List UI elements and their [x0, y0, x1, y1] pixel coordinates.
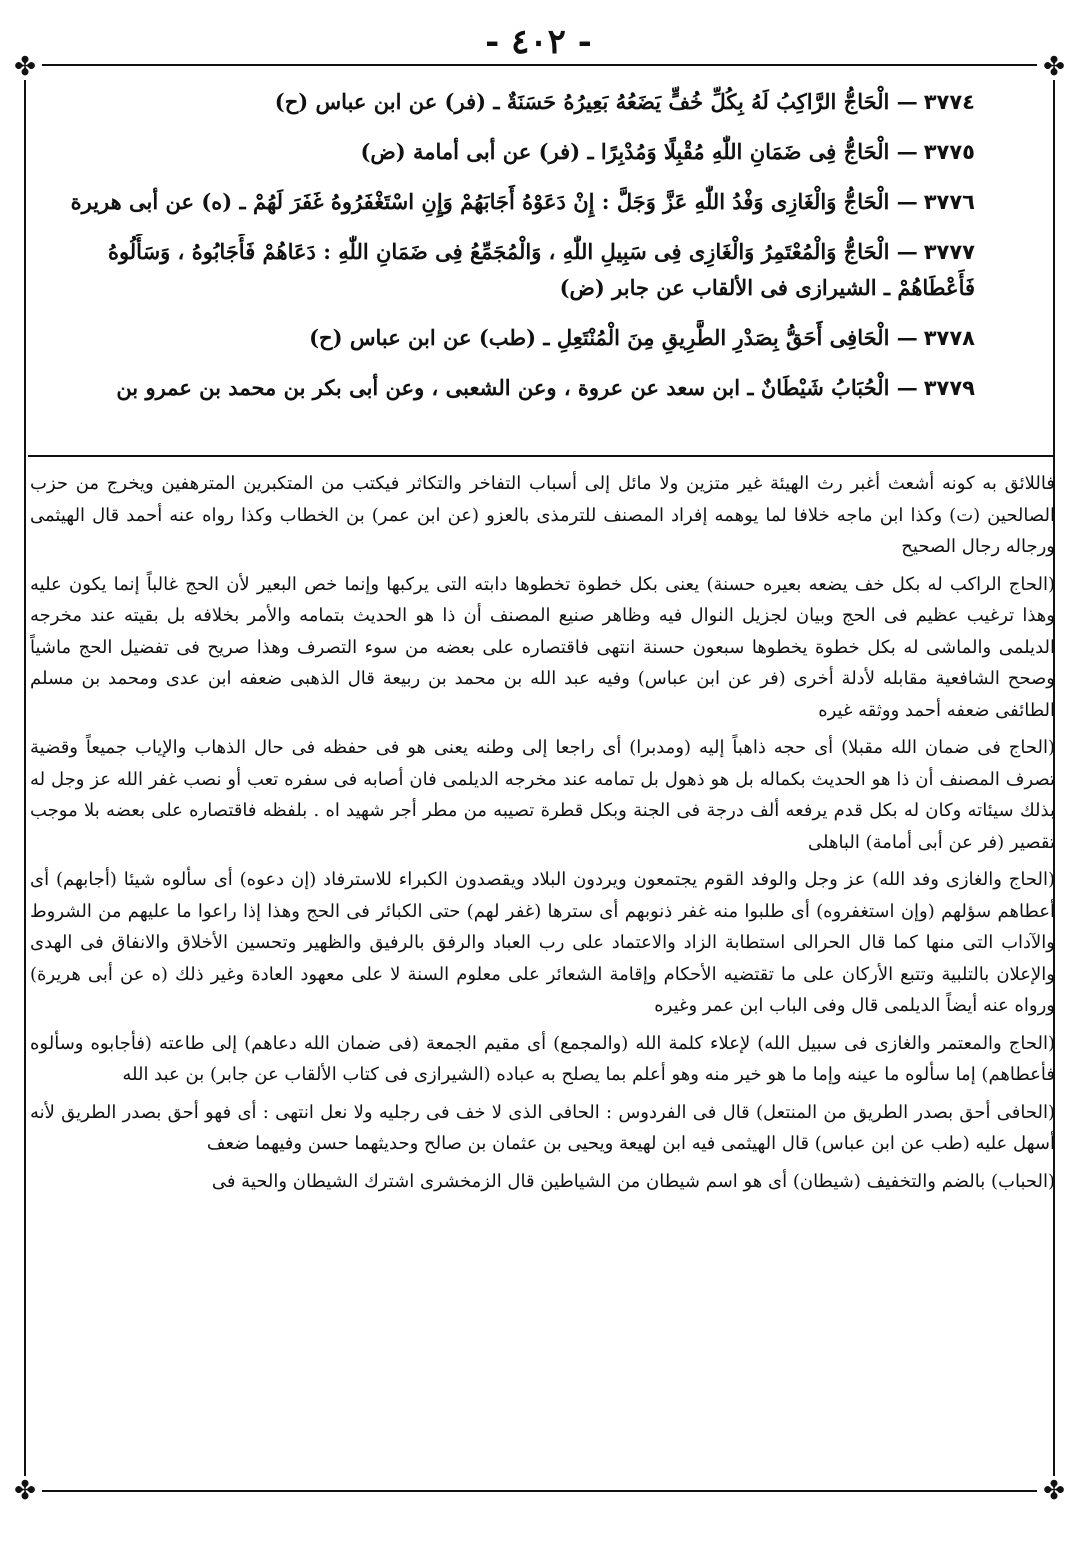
- hadith-text: — الْحَاجُّ وَالْغَازِى وَفْدُ اللّٰهِ عَزَّ وَجَلَّ : إِنْ دَعَوْهُ أَجَابَهُمْ وَإِنِ اسْتَغْفَرُوهُ غَفَرَ لَهُمْ ـ (ه) عن أبى هريرة: [70, 189, 918, 214]
- hadith-text: — الْحَاجُّ فِى ضَمَانِ اللّٰهِ مُقْبِلًا وَمُدْبِرًا ـ (فر) عن أبى أمامة (ض): [360, 139, 918, 164]
- commentary-paragraph: (الحباب) بالضم والتخفيف (شيطان) أى هو اسم شيطان من الشياطين قال الزمخشرى اشترك الشيطان والحية فى: [211, 1170, 1055, 1192]
- hadith-item: [28, 234, 975, 306]
- ornament-bottom-right-icon: ✤: [1043, 1476, 1065, 1506]
- hadith-item: [28, 184, 975, 220]
- hadith-item: [28, 320, 975, 356]
- hadith-number: ٣٧٧٨: [923, 326, 975, 350]
- hadith-text: — الْحُبَابُ شَيْطَانٌ ـ ابن سعد عن عروة ، وعن الشعبى ، وعن أبى بكر بن محمد بن عمرو بن: [116, 375, 918, 400]
- hadith-text: — الْحَاجُّ وَالْمُعْتَمِرُ وَالْغَازِى فِى سَبِيلِ اللّٰهِ ، وَالْمُجَمِّعُ فِى ضَمَانِ اللّٰهِ : دَعَاهُمْ فَأَجَابُوهُ ، وَسَأَلُوهُ فَأَعْطَاهُمْ ـ الشيرازى فى الألقاب عن جابر (ض): [107, 239, 975, 300]
- hadith-number: ٣٧٧٦: [923, 190, 975, 214]
- section-separator: [28, 455, 1055, 457]
- hadith-item: [28, 84, 975, 120]
- frame-left-line: [24, 80, 26, 1476]
- frame-bottom-line: [42, 1490, 1037, 1492]
- hadith-number: ٣٧٧٧: [923, 240, 975, 264]
- commentary-paragraph: (الحاج فى ضمان الله مقبلا) أى حجه ذاهباً إليه (ومدبرا) أى راجعا إلى وطنه يعنى هو فى حفظه فى حال الذهاب والإياب جميعاً وقضية تصرف المصنف أن ذا هو الحديث بكماله بل هو ذهول بل تمامه عند مخرجه الديلمى فان أصابه فى سفره تعب أو نصب غفر الله عز وجل له بذلك سيئاته وكان له بكل قدم يرفعه ألف درجة فى الجنة وبكل قطرة تصيبه من مطر أجر شهيد اه . بلفظه فاقتصاره على بعضه بلا موجب تقصير (فر عن أبى أمامة) الباهلى: [30, 737, 1055, 853]
- hadith-item: [28, 134, 975, 170]
- commentary-paragraph: فاللائق به كونه أشعث أغبر رث الهيئة غير متزين ولا مائل إلى أسباب التفاخر والتكاثر فيكتب من المتكبرين المترهفين ويخرج من حزب الصالحين (ت) وكذا ابن ماجه خلافا لما يوهمه إفراد المصنف للترمذى بالعزو (عن ابن عمر) بن الخطاب وكذا رواه عنه أحمد قال الهيثمى ورجاله رجال الصحيح: [30, 473, 1055, 557]
- ornament-top-right-icon: ✤: [1043, 52, 1065, 82]
- commentary-paragraph: (الحاج والمعتمر والغازى فى سبيل الله) لإعلاء كلمة الله (والمجمع) أى مقيم الجمعة (فى ضمان الله دعاهم) إلى طاعته (فأجابوه وسألوه فأعطاهم) إما سألوه ما عينه وإما ما هو خير منه وهو أعلم بما يصلح به عباده (الشيرازى فى كتاب الألقاب عن جابر) بن عبد الله: [30, 1032, 1055, 1085]
- commentary-section: [30, 468, 1055, 1203]
- hadith-number: ٣٧٧٤: [923, 90, 975, 114]
- ornament-top-left-icon: ✤: [14, 52, 36, 82]
- frame-top-line: [42, 64, 1037, 66]
- commentary-paragraph: (الحافى أحق بصدر الطريق من المنتعل) قال فى الفردوس : الحافى الذى لا خف فى رجليه ولا نعل انتهى : أى فهو أحق بصدر الطريق لأنه أسهل عليه (طب عن ابن عباس) قال الهيثمى فيه ابن لهيعة ويحيى بن عثمان بن صالح وحديثهما حسن وفيهما ضعف: [30, 1101, 1055, 1154]
- ornament-bottom-left-icon: ✤: [14, 1476, 36, 1506]
- commentary-paragraph: (الحاج الراكب له بكل خف يضعه بعيره حسنة) يعنى بكل خطوة تخطوها دابته التى يركبها وإنما خص البعير لأن الحج غالباً إنما يكون عليه وهذا ترغيب عظيم فى الحج وبيان لجزيل النوال فيه وظاهر صنيع المصنف أن ذا هو الحديث بتمامه والأمر بخلافه بل بقيته عند مخرجه الديلمى والماشى له بكل خطوة يخطوها سبعون حسنة انتهى فاقتصاره على بعضه من سوء التصرف وهذا صريح فى تفضيل الحج ماشياً وصحح الشافعية مقابله لأدلة أخرى (فر عن ابن عباس) وفيه عبد الله بن محمد بن ربيعة قال الذهبى ضعفه ابن عدى ومحمد بن مسلم الطائفى ضعفه أحمد ووثقه غيره: [30, 573, 1055, 721]
- hadith-text: — الْحَاجُّ الرَّاكِبُ لَهُ بِكُلِّ خُفٍّ يَضَعُهُ بَعِيرُهُ حَسَنَةٌ ـ (فر) عن ابن عباس (ح): [274, 89, 918, 114]
- hadith-list: [28, 84, 975, 406]
- hadith-item: [28, 370, 975, 406]
- hadith-number: ٣٧٧٩: [923, 376, 975, 400]
- hadith-number: ٣٧٧٥: [923, 140, 975, 164]
- commentary-paragraph: (الحاج والغازى وفد الله) عز وجل والوفد القوم يجتمعون ويردون البلاد ويقصدون الكبراء للاسترفاد (إن دعوه) أى سألوه شيئا (أجابهم) أى أعطاهم سؤلهم (وإن استغفروه) أى طلبوا منه غفر ذنوبهم أى سترها (غفر لهم) حتى الكبائر فى الحج وهذا إذا راعوا ما عليهم من الشروط والآداب التى منها كما قال الحرالى استطابة الزاد والاعتماد على رب العباد والرفق بالرفيق والظهير وتحسين الأخلاق والانفاق فى الهدى والإعلان بالتلبية وتتبع الأركان على ما تقتضيه الأحكام وإقامة الشعائر على معلوم السنة لا على معهود العادة وغير ذلك (ه عن أبى هريرة) ورواه عنه أيضاً الديلمى قال وفى الباب ابن عمر وغيره: [30, 869, 1055, 1016]
- hadith-text: — الْحَافِى أَحَقُّ بِصَدْرِ الطَّرِيقِ مِنَ الْمُنْتَعِلِ ـ (طب) عن ابن عباس (ح): [309, 325, 918, 350]
- page-number: - ٤٠٢ -: [485, 22, 592, 62]
